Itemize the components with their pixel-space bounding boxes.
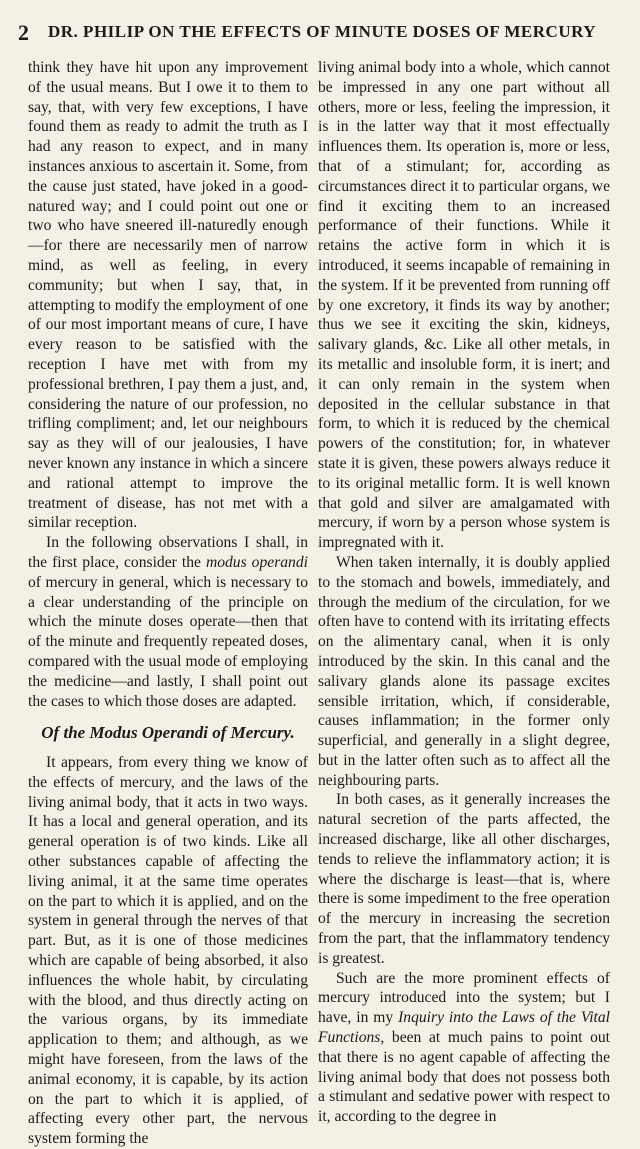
page-header <box>18 20 622 50</box>
text-run: been at much pains to point out that there is no agent capable of affecting the living animal body that does not possess both a stimulant and sedative power with respect to it, according to the degree in <box>318 1029 610 1126</box>
text-run: of mercury in general, which is necessary to a clear understanding of the principle on which the minute doses operate—then that of the minute and frequently repeated doses, compared with the usual mode of employing the medicine—and lastly, I shall point out the cases to which those doses are adapted. <box>28 573 308 710</box>
paragraph: It appears, from every thing we know of the effects of mercury, and the laws of the living animal body, that it acts in two ways. It has a local and general operation, and its general operation is of two kinds. Like all other substances capable of affecting the living animal, it at the same time operates on the part to which it is applied, and on the system in general through the nerves of that part. But, as it is one of those medicines which are capable of being absorbed, it also influences the whole habit, by circulating with the blood, and thus directly acting on the various organs, by its immediate application to them; and although, as we might have foreseen, from the laws of the animal economy, it is capable, by its action on the part to which it is applied, of affecting every other part, the nervous system forming the <box>28 754 308 1148</box>
section-heading: Of the Modus Operandi of Mercury. <box>41 723 295 743</box>
right-column <box>318 58 610 1127</box>
paragraph: When taken internally, it is doubly applied to the stomach and bowels, immediately, and through the medium of the circulation, for we often have to contend with its irritating effects on the alimentary canal, when it is only introduced by the skin. In this canal and the salivary glands alone its passage excites sensible irritation, which, if considerable, causes inflammation; in the former only superficial, and generally in a slight degree, but in the latter often such as to affect all the neighbouring parts. <box>318 553 610 789</box>
text-run: In the following observations I shall, in the first place, consider the <box>28 534 308 571</box>
page-number: 2 <box>18 20 30 45</box>
italic-text: modus operandi <box>205 553 308 571</box>
paragraph: living animal body into a whole, which cannot be impressed in any one part without all others, more or less, feeling the impression, it is in the latter way that it most effectually influences them. Its operation is, more or less, that of a stimulant; for, according as circumstances direct it to particular organs, we find it exciting them to an increased performance of their functions. While it retains the active form in which it is introduced, it seems incapable of remaining in the system. If it be prevented from running off by one excretory, it finds its way by another; thus we see it exciting the skin, kidneys, salivary glands, &c. Like all other metals, in its metallic and insoluble form, it is inert; and it can only remain in the system when deposited in the cellular substance in that form, to which it is reduced by the chemical powers of the constitution; for, in whatever state it is given, these powers always reduce it to its original metallic form. It is well known that gold and silver are amalgamated with mercury, if worn by a person whose system is impregnated with it. <box>318 59 610 552</box>
text-run: Such are the more prominent effects of mercury introduced into the system; but I have, in my <box>318 969 610 1027</box>
paragraph <box>318 969 610 1127</box>
paragraph: In both cases, as it generally increases the natural secretion of the parts affected, the increased discharge, like all other discharges, tends to relieve the inflammatory action; it is where the discharge is least—that is, where there is some impediment to the free operation of the mercury in increasing the secretion from the part, that the inflammatory tendency is greatest. <box>318 791 610 967</box>
left-column <box>28 58 308 1149</box>
paragraph: think they have hit upon any improvement of the usual means. But I owe it to them to say, that, with very few exceptions, I have found them as ready to admit the truth as I had any reason to expect, and in many instances anxious to ascertain it. Some, from the cause just stated, have joked in a good-natured way; and I could point out one or two who have sneered ill-naturedly enough—for there are necessarily men of narrow mind, as well as feeling, in every community; but when I say, that, in attempting to modify the employment of one of our most important means of cure, I have every reason to be satisfied with the reception I have met with from my professional brethren, I pay them a just, and, considering the nature of our profession, no trifling compliment; and, let our neighbours say as they will of our jealousies, I have never known any instance in which a sincere and rational attempt to improve the treatment of disease, has not met with a similar reception. <box>28 59 308 532</box>
italic-text: Inquiry into the Laws of the Vital Functions, <box>318 1009 610 1047</box>
paragraph <box>28 533 308 711</box>
running-head: DR. PHILIP ON THE EFFECTS OF MINUTE DOSES OF MERCURY <box>48 22 597 41</box>
